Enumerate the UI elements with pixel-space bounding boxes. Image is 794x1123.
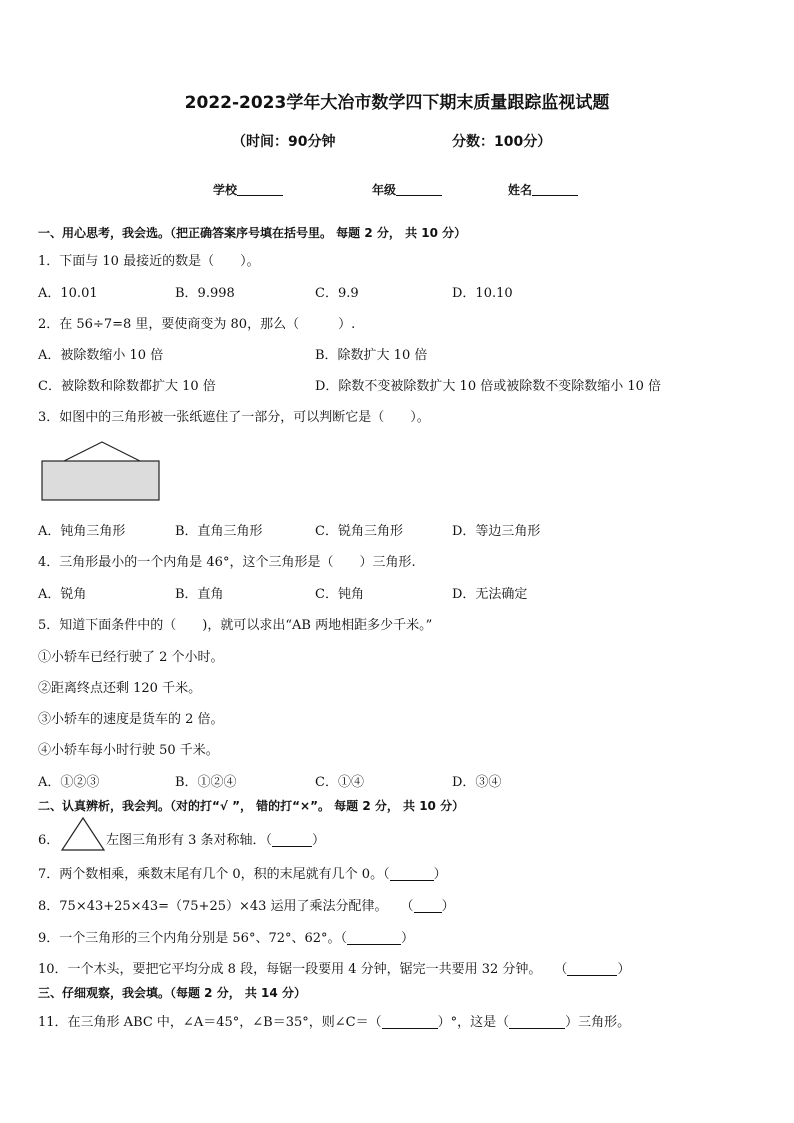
q6-answer-blank[interactable]	[272, 833, 312, 847]
q5-option-b[interactable]: B．①②④	[175, 775, 237, 790]
triangle-top-edges	[64, 442, 140, 461]
question-4: 4．三角形最小的一个内角是 46°，这个三角形是（ ）三角形.	[38, 555, 416, 570]
q11-type-blank[interactable]	[509, 1015, 565, 1029]
section-3-heading: 三、仔细观察，我会填。（每题 2 分， 共 14 分）	[38, 986, 306, 1000]
question-6: 左图三角形有 3 条对称轴．（ ）	[106, 833, 326, 848]
q5-condition-2: ②距离终点还剩 120 千米。	[38, 681, 202, 696]
section-2-heading: 二、认真辨析，我会判。（对的打“√ ”， 错的打“×”。 每题 2 分， 共 10 分）	[38, 799, 465, 813]
question-3: 3．如图中的三角形被一张纸遮住了一部分，可以判断它是（ ）。	[38, 410, 430, 425]
school-blank[interactable]	[237, 183, 283, 196]
q3-option-a[interactable]: A．钝角三角形	[38, 524, 126, 539]
q1-option-a[interactable]: A．10.01	[38, 286, 98, 301]
q1-option-c[interactable]: C．9.9	[315, 286, 359, 301]
question-10: 10．一个木头，要把它平均分成 8 段，每锯一段要用 4 分钟，锯完一共要用 32 分钟。 （ ）	[38, 962, 631, 977]
grade-field	[372, 181, 442, 198]
name-label: 姓名	[508, 183, 533, 197]
covered-triangle-figure	[40, 440, 164, 504]
triangle-icon	[60, 816, 106, 852]
q5-condition-4: ④小轿车每小时行驶 50 千米。	[38, 743, 219, 758]
q2-option-d[interactable]: D．除数不变被除数扩大 10 倍或被除数不变除数缩小 10 倍	[315, 379, 662, 394]
name-field	[508, 181, 578, 198]
q4-option-b[interactable]: B．直角	[175, 587, 224, 602]
q2-option-a[interactable]: A．被除数缩小 10 倍	[38, 348, 164, 363]
page-title: 2022-2023学年大冶市数学四下期末质量跟踪监视试题	[184, 93, 610, 113]
section-1-heading: 一、用心思考，我会选。（把正确答案序号填在括号里。 每题 2 分， 共 10 分）	[38, 226, 467, 240]
q1-option-d[interactable]: D．10.10	[452, 286, 513, 301]
grade-blank[interactable]	[396, 183, 442, 196]
q5-option-d[interactable]: D．③④	[452, 775, 502, 790]
exam-score: 分数：100分）	[452, 134, 552, 150]
paper-cover	[42, 461, 159, 500]
question-1: 1．下面与 10 最接近的数是（ ）。	[38, 254, 260, 269]
grade-label: 年级	[372, 183, 397, 197]
q4-option-a[interactable]: A．锐角	[38, 587, 87, 602]
question-6-number: 6．	[38, 833, 60, 848]
question-8: 8．75×43+25×43=（75+25）×43 运用了乘法分配律。 （ ）	[38, 899, 455, 914]
question-5: 5．知道下面条件中的（ )，就可以求出“AB 两地相距多少千米。”	[38, 618, 433, 633]
q5-condition-1: ①小轿车已经行驶了 2 个小时。	[38, 650, 224, 665]
question-2: 2．在 56÷7=8 里，要使商变为 80，那么（ ）.	[38, 317, 356, 332]
question-7: 7．两个数相乘，乘数末尾有几个 0，积的末尾就有几个 0。（ ）	[38, 867, 447, 882]
name-blank[interactable]	[532, 183, 578, 196]
question-11: 11．在三角形 ABC 中，∠A＝45°，∠B＝35°，则∠C＝（ ）°，这是（ ）三角形。	[38, 1015, 631, 1030]
q1-option-b[interactable]: B．9.998	[175, 286, 235, 301]
q3-option-b[interactable]: B．直角三角形	[175, 524, 263, 539]
q4-option-c[interactable]: C．钝角	[315, 587, 364, 602]
q3-option-d[interactable]: D．等边三角形	[452, 524, 541, 539]
q9-answer-blank[interactable]	[347, 931, 401, 945]
q2-option-c[interactable]: C．被除数和除数都扩大 10 倍	[38, 379, 216, 394]
question-9: 9．一个三角形的三个内角分别是 56°、72°、62°。（ ）	[38, 931, 415, 946]
q5-option-c[interactable]: C．①④	[315, 775, 364, 790]
school-field	[213, 181, 283, 198]
exam-time: （时间：90分钟	[232, 134, 336, 150]
q7-answer-blank[interactable]	[390, 867, 434, 881]
q3-option-c[interactable]: C．锐角三角形	[315, 524, 403, 539]
q2-option-b[interactable]: B．除数扩大 10 倍	[315, 348, 428, 363]
q5-option-a[interactable]: A．①②③	[38, 775, 100, 790]
q5-condition-3: ③小轿车的速度是货车的 2 倍。	[38, 712, 224, 727]
q8-answer-blank[interactable]	[414, 899, 442, 913]
school-label: 学校	[213, 183, 238, 197]
q4-option-d[interactable]: D．无法确定	[452, 587, 528, 602]
q10-answer-blank[interactable]	[567, 962, 617, 976]
q11-angle-blank[interactable]	[382, 1015, 438, 1029]
